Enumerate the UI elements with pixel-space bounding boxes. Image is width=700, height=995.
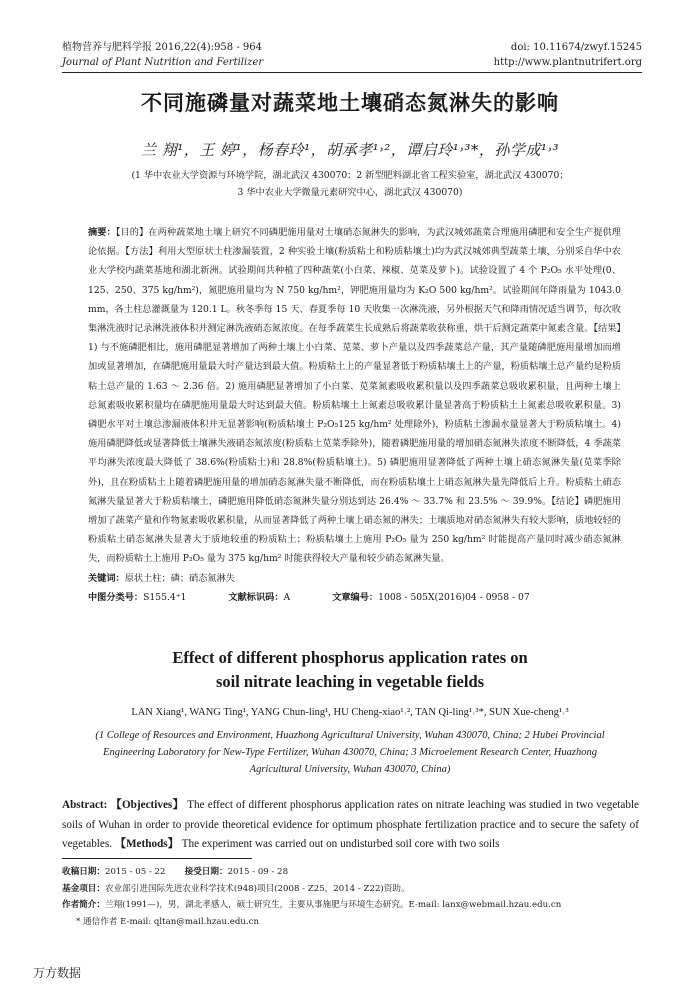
affiliation-en-line: (1 College of Resources and Environment, Huazhong Agricultural University, Wuhan 430070, China; 2 Hubei Provincial <box>95 730 605 741</box>
journal-header-left <box>62 40 263 70</box>
title-en-line: Effect of different phosphorus application rates on <box>172 648 528 667</box>
article-no-label: 文章编号： <box>332 591 379 603</box>
doc-code-field <box>228 588 290 607</box>
affiliation-cn-line: 3 华中农业大学微量元素研究中心，湖北武汉 430070) <box>237 187 463 198</box>
authors-cn: 兰 翔¹，王 婷¹，杨春玲¹，胡承孝¹˒²，谭启玲¹˒³*，孙学成¹˒³ <box>141 141 559 159</box>
journal-name-cn: 植物营养与肥料学报 2016,22(4):958 - 964 <box>62 42 262 53</box>
title-en <box>0 646 700 694</box>
title-en-line: soil nitrate leaching in vegetable fields <box>215 672 485 691</box>
abstract-cn-body: 【目的】在两种蔬菜地土壤上研究不同磷肥施用量对土壤硝态氮淋失的影响，为武汉城郊蔬菜合理施用磷肥和安全生产提供理论依据。【方法】利用大型原状土柱渗漏装置，2 种实验土壤(粉质粘土和粉质粘壤土)均为武汉城郊典型蔬菜土壤，分别采自华中农业大学校内蔬菜基地和湖北新洲。试验期间共种植了四种蔬菜(小白菜、辣椒、苋菜及萝卜)。试验设置了 4 个 P₂O₅ 水平处理(0、125、250、375 kg/hm²)，氮肥施用量均为 N 750 kg/hm²，钾肥施用量均为 K₂O 500 kg/hm²。试验期间年降雨量为 1043.0 mm，各土柱总灌溉量为 120.1 L。秋冬季每 15 天、春夏季每 10 天收集一次淋洗液，另外根据天气和降雨情况适当调节，每次收集淋洗液时记录淋洗液体积并测定淋洗液硝态氮浓度。在每季蔬菜生长成熟后将蔬菜收获称重，烘干后测定蔬菜中氮素含量。【结果】1) 与不施磷肥相比，施用磷肥显著增加了两种土壤上小白菜、苋菜、萝卜产量以及四季蔬菜总产量，其产量随磷肥施用量增加而增加或显著增加，在磷肥施用量最大时产量达到最大值。粉质粘土上的产量显著低于粉质粘壤土上的产量，粉质粘壤土总产量约是粉质粘土总产量的 1.63 ～ 2.36 倍。2) 施用磷肥显著增加了小白菜、苋菜氮素吸收累积量以及四季蔬菜总吸收累积量，且两种土壤上总氮素吸收累积量均在磷肥施用量最大时达到最大值。粉质粘壤土上氮素总吸收累计量显著高于粉质粘土上氮素总吸收累积量。3) 磷肥水平对土壤总渗漏液体积并无显著影响(粉质粘壤土 P₂O₅125 kg/hm² 处理除外)，粉质粘土渗漏水量显著大于粉质粘壤土。4) 施用磷肥降低或显著降低土壤淋失液硝态氮浓度(粉质粘土苋菜季除外)，随着磷肥施用量的增加硝态氮淋失浓度不断降低，4 季蔬菜平均淋失浓度最大降低了 38.6%(粉质粘土)和 28.8%(粉质粘壤土)。5) 磷肥施用显著降低了两种土壤上硝态氮淋失量(苋菜季除外)，且在粉质粘土上随着磷肥施用量的增加硝态氮淋失量不断降低，而在粉质粘壤土上硝态氮淋失量先降低后上升。粉质粘土硝态氮淋失量显著大于粉质粘壤土，磷肥施用降低硝态氮淋失量分别达到达 26.4% ～ 33.7% 和 23.5% ～ 39.9%。【结论】磷肥施用增加了蔬菜产量和作物氮素吸收累积量，从而显著降低了两种土壤上硝态氮的淋失；土壤质地对硝态氮淋失有较大影响，质地较轻的粉质粘土硝态氮淋失显著大于质地较重的粉质粘土；粉质粘壤土上施用 P₂O₅ 量为 250 kg/hm² 时能提高产量同时减少硝态氮淋失，而粉质粘土上施用 P₂O₅ 量为 375 kg/hm² 时能获得较大产量和较少硝态氮淋失量。 <box>88 227 621 565</box>
keywords-cn <box>88 569 621 588</box>
journal-url[interactable]: http://www.plantnutrifert.org <box>493 57 642 68</box>
objectives-text: The effect of different phosphorus application rates on nitrate leaching was studied in two vegetable soils of Wuhan in order to provide theoretical evidence for optimum phosphate fertilization practice and to secure the safety of vegetables. <box>62 799 640 850</box>
affiliation-en-line: Agricultural University, Wuhan 430070, China) <box>249 764 451 775</box>
methods-text: The experiment was carried out on undisturbed soil core with two soils <box>181 838 500 850</box>
accepted-date: 2015 - 09 - 28 <box>227 867 289 877</box>
fund-line <box>62 881 642 898</box>
abstract-en-label: Abstract: <box>62 799 108 811</box>
article-no-field <box>332 588 530 607</box>
footnotes <box>62 864 642 930</box>
authors-en: LAN Xiang¹, WANG Ting¹, YANG Chun-ling¹, HU Cheng-xiao¹˒², TAN Qi-ling¹˒³*, SUN Xue-cheng¹˒³ <box>131 707 569 718</box>
classification-row <box>88 588 621 607</box>
doc-code-label: 文献标识码： <box>228 591 284 603</box>
article-no-value: 1008 - 505X(2016)04 - 0958 - 07 <box>378 591 530 603</box>
clc-label: 中图分类号： <box>88 591 144 603</box>
keywords-value: 原状土柱；磷；硝态氮淋失 <box>124 572 235 584</box>
doi: doi: 10.11674/zwyf.15245 <box>510 42 642 53</box>
watermark: 万方数据 <box>33 966 82 980</box>
clc-field <box>88 588 186 607</box>
objectives-tag: 【Objectives】 <box>110 799 185 811</box>
dates-line <box>62 864 642 881</box>
fund-label: 基金项目： <box>62 883 105 894</box>
journal-header-right <box>494 40 642 70</box>
author-label: 作者简介： <box>62 900 105 910</box>
received-date: 2015 - 05 - 22 <box>104 867 166 877</box>
doc-code-value: A <box>283 591 291 603</box>
author-text: 兰翔(1991—)，男，湖北孝感人，硕士研究生，主要从事施肥与环境生态研究。E-mail: lanx@webmail.hzau.edu.cn <box>104 900 562 910</box>
abstract-cn-label: 摘要： <box>88 227 116 238</box>
received-label: 收稿日期： <box>62 867 105 877</box>
abstract-en <box>62 796 639 855</box>
footnote-rule <box>62 858 252 859</box>
title-cn: 不同施磷量对蔬菜地土壤硝态氮淋失的影响 <box>141 90 559 115</box>
fund-text: 农业部引进国际先进农业科学技术(948)项目(2008 - Z25，2014 - Z22)资助。 <box>104 883 410 894</box>
journal-name-en: Journal of Plant Nutrition and Fertilizer <box>62 57 264 68</box>
affiliation-cn-line: (1 华中农业大学资源与环境学院，湖北武汉 430070；2 新型肥料湖北省工程实验室，湖北武汉 430070； <box>131 170 569 181</box>
keywords-label: 关键词： <box>88 572 125 584</box>
header-rule <box>62 72 642 73</box>
author-line <box>62 897 642 914</box>
affiliations-cn <box>80 167 620 201</box>
clc-value: S155.4⁺1 <box>143 591 187 603</box>
accepted-label: 接受日期： <box>184 867 228 877</box>
affiliations-en <box>80 727 620 778</box>
methods-tag: 【Methods】 <box>114 838 179 850</box>
corresponding-author: * 通信作者 E-mail: qltan@mail.hzau.edu.cn <box>76 916 259 927</box>
affiliation-en-line: Engineering Laboratory for New-Type Fertilizer, Wuhan 430070, China; 3 Microelement Research Center, Huazhong <box>103 747 597 758</box>
abstract-cn <box>88 223 621 607</box>
